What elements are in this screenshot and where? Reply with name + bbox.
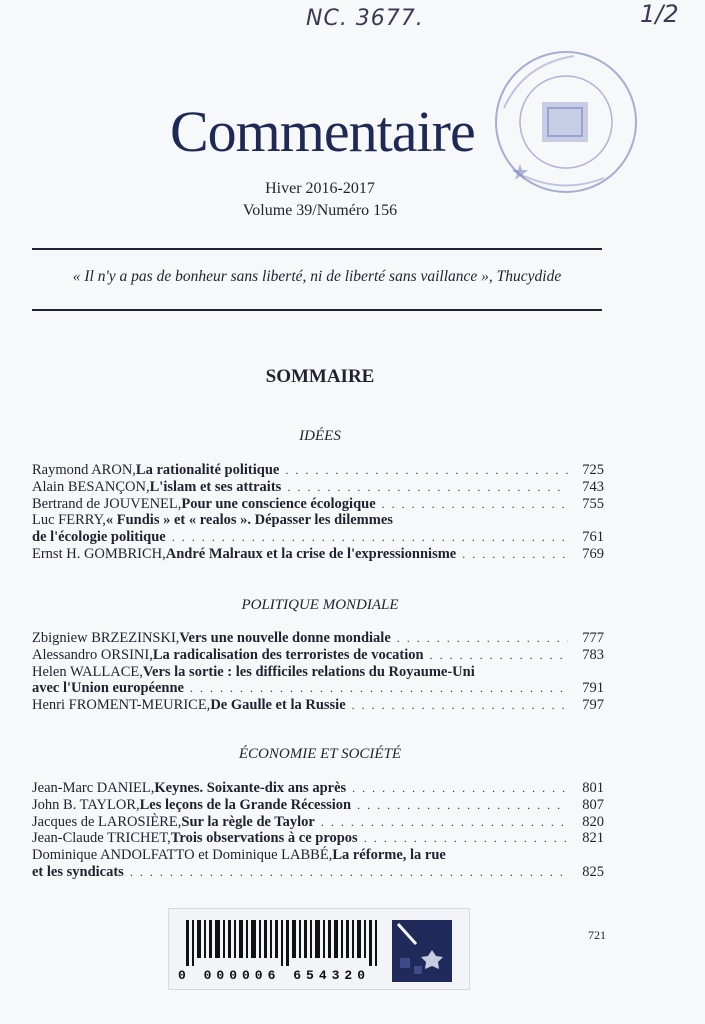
entry-title: et les syndicats [32, 863, 124, 880]
entry-page: 743 [582, 478, 604, 495]
epigraph: « Il n'y a pas de bonheur sans liberté, ni de liberté sans vaillance », Thucydide [72, 268, 562, 285]
entry-title: La réforme, la rue [332, 847, 446, 864]
entry-title: De Gaulle et la Russie [210, 697, 346, 714]
entry-title: Pour une conscience écologique [181, 495, 376, 512]
entry-page: 769 [582, 545, 604, 562]
library-stamp [484, 48, 644, 198]
dot-leader [287, 479, 568, 496]
entry-title: Sur la règle de Taylor [181, 813, 315, 830]
toc-entry [32, 529, 604, 546]
dot-leader [382, 496, 568, 513]
top-rule [32, 248, 602, 250]
entry-title: L'islam et ses attraits [149, 478, 282, 495]
dot-leader [352, 697, 568, 714]
page-number: 721 [588, 928, 606, 942]
entry-author: Henri FROMENT-MEURICE, [32, 697, 211, 714]
entry-author: Helen WALLACE, [32, 663, 143, 680]
entry-page: 725 [582, 462, 604, 478]
entry-title: « Fundis » et « realos ». Dépasser les dilemmes [105, 512, 393, 529]
section-title-idees: IDÉES [299, 428, 341, 444]
entry-title: de l'écologie politique [32, 529, 166, 546]
entry-author: Jean-Claude TRICHET, [32, 830, 171, 847]
entry-title: Trois observations à ce propos [170, 830, 358, 847]
entry-author: Ernst H. GOMBRICH, [32, 545, 166, 562]
entry-page: 821 [582, 830, 604, 847]
toc-entry [32, 814, 604, 831]
dot-leader [364, 830, 568, 847]
bottom-rule [32, 309, 602, 311]
issue-season: Hiver 2016-2017 [265, 180, 375, 197]
entry-title: Vers une nouvelle donne mondiale [179, 630, 391, 646]
barcode-digits: 0 000006 654320 [178, 968, 371, 983]
toc-entry [32, 847, 604, 864]
entry-author: Alain BESANÇON, [32, 478, 150, 495]
entry-page: 797 [582, 697, 604, 714]
entry-page: 761 [582, 529, 604, 546]
dot-leader [130, 864, 568, 881]
entry-page: 825 [582, 863, 604, 880]
toc-entry [32, 697, 604, 714]
toc-entry [32, 647, 604, 664]
dot-leader [430, 647, 568, 664]
dot-leader [285, 462, 568, 479]
dot-leader [352, 780, 568, 797]
toc-entry [32, 630, 604, 647]
entry-author: Raymond ARON, [32, 462, 136, 478]
entry-author: Zbigniew BRZEZINSKI, [32, 630, 180, 646]
entry-page: 801 [582, 780, 604, 796]
entry-title: La radicalisation des terroristes de vocation [152, 646, 424, 663]
toc-entry [32, 462, 604, 479]
entry-author: Alessandro ORSINI, [32, 646, 153, 663]
entry-title: Keynes. Soixante-dix ans après [154, 780, 347, 796]
barcode [186, 920, 386, 966]
toc-entry [32, 780, 604, 797]
publisher-logo [392, 920, 452, 982]
entry-page: 777 [582, 630, 604, 646]
toc-entry [32, 830, 604, 847]
entry-title: La rationalité politique [135, 462, 280, 478]
dot-leader [172, 529, 568, 546]
issue-volume: Volume 39/Numéro 156 [242, 202, 398, 219]
entry-page: 807 [582, 796, 604, 813]
toc-section-idees [32, 462, 604, 563]
entry-page: 783 [582, 646, 604, 663]
toc-entry [32, 680, 604, 697]
dot-leader [462, 546, 568, 563]
toc-entry [32, 864, 604, 881]
dot-leader [357, 797, 568, 814]
dot-leader [321, 814, 568, 831]
entry-title: Vers la sortie : les difficiles relations du Royaume-Uni [142, 663, 475, 680]
entry-author: Jacques de LAROSIÈRE, [32, 813, 182, 830]
toc-entry [32, 496, 604, 513]
toc-entry [32, 479, 604, 496]
entry-author: Luc FERRY, [32, 512, 106, 529]
dot-leader [397, 630, 568, 647]
handwritten-part-number: 1/2 [640, 0, 679, 28]
entry-page: 791 [582, 680, 604, 697]
journal-title: Commentaire [170, 99, 475, 164]
toc-entry [32, 546, 604, 563]
toc-section-politique-mondiale [32, 630, 604, 714]
section-title-politique-mondiale: POLITIQUE MONDIALE [241, 597, 399, 613]
toc-section-economie-et-societe [32, 780, 604, 881]
handwritten-reference: NC. 3677. [306, 6, 424, 31]
entry-author: Bertrand de JOUVENEL, [32, 495, 182, 512]
entry-author: Dominique ANDOLFATTO et Dominique LABBÉ, [32, 847, 333, 864]
section-title-economie-et-societe: ÉCONOMIE ET SOCIÉTÉ [238, 746, 402, 762]
toc-entry [32, 512, 604, 529]
entry-title: Les leçons de la Grande Récession [139, 796, 352, 813]
entry-page: 755 [582, 495, 604, 512]
contents-heading: SOMMAIRE [265, 366, 375, 387]
toc-entry [32, 664, 604, 681]
toc-entry [32, 797, 604, 814]
entry-author: John B. TAYLOR, [32, 796, 140, 813]
entry-page: 820 [582, 813, 604, 830]
entry-title: avec l'Union européenne [32, 680, 184, 697]
dot-leader [190, 680, 568, 697]
entry-title: André Malraux et la crise de l'expressionnisme [165, 545, 457, 562]
entry-author: Jean-Marc DANIEL, [32, 780, 155, 796]
